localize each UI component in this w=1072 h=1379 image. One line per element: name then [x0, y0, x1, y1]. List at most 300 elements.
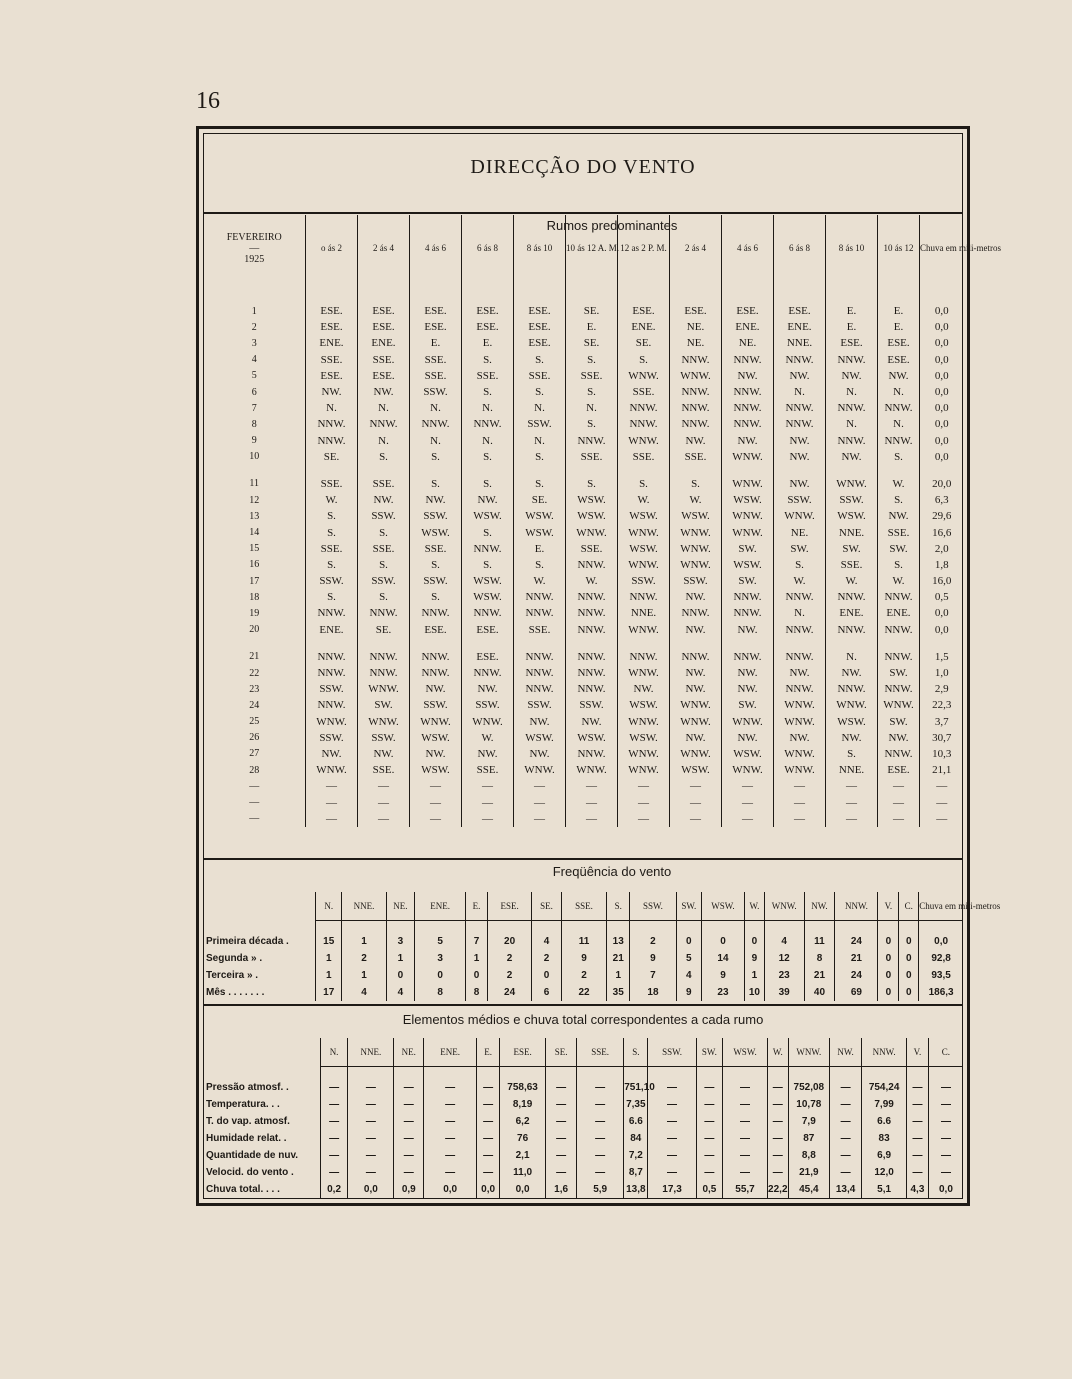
direction-cell: NE. [722, 335, 774, 351]
direction-cell: S. [306, 508, 358, 524]
direction-cell: ESE. [358, 368, 410, 384]
direction-cell: WNW. [514, 762, 566, 778]
table-row [204, 508, 964, 524]
spacer-cell [342, 921, 386, 934]
day-cell: 4 [251, 354, 257, 366]
row-label: Humidade relat. . [206, 1133, 287, 1144]
direction-cell: ESE. [722, 303, 774, 319]
direction-cell: NNW. [358, 665, 410, 681]
direction-cell: S. [878, 492, 920, 508]
direction-cell: NW. [462, 681, 514, 697]
table-row [204, 589, 964, 605]
direction-cell: SW. [878, 665, 920, 681]
direction-cell: SSW. [462, 697, 514, 713]
direction-cell: N. [306, 400, 358, 416]
direction-cell: ESE. [462, 303, 514, 319]
direction-cell: NNW. [410, 665, 462, 681]
direction-header: V. [878, 892, 899, 921]
direction-cell: SSE. [878, 524, 920, 540]
direction-cell: WNW. [566, 762, 618, 778]
direction-cell: SSW. [566, 697, 618, 713]
section-rule-1 [203, 858, 963, 860]
period-header: 12 as 2 P. M. [618, 215, 670, 281]
value-cell: 22,2 [767, 1181, 788, 1198]
value-cell: 4,3 [907, 1181, 929, 1198]
value-cell: 5 [676, 950, 701, 967]
table-row [203, 1130, 963, 1147]
spacer-row [204, 465, 964, 476]
direction-cell: ENE. [306, 335, 358, 351]
value-cell: 21,9 [788, 1164, 829, 1181]
value-cell: — [928, 1130, 963, 1147]
value-cell: — [767, 1113, 788, 1130]
spacer-cell [630, 921, 676, 934]
direction-cell: NW. [670, 433, 722, 449]
value-cell: 751,10 [624, 1079, 648, 1096]
value-cell: 0 [878, 950, 899, 967]
direction-cell: NNW. [462, 665, 514, 681]
value-cell: — [577, 1113, 624, 1130]
value-cell: 1 [744, 967, 764, 984]
direction-cell: ESE. [358, 319, 410, 335]
value-cell: 1 [342, 967, 386, 984]
direction-cell: WSW. [722, 746, 774, 762]
value-cell: 13 [607, 933, 630, 950]
direction-cell: NNW. [566, 649, 618, 665]
day-cell: 18 [249, 591, 260, 603]
rain-cell: 2,0 [920, 541, 964, 557]
rain-cell: 6,3 [920, 492, 964, 508]
direction-cell: WSW. [514, 524, 566, 540]
year-label: 1925 [244, 253, 265, 265]
direction-cell: WNW. [670, 557, 722, 573]
direction-cell: NW. [358, 384, 410, 400]
day-cell: 23 [249, 683, 260, 695]
direction-cell: S. [774, 557, 826, 573]
spacer-cell [862, 1067, 907, 1080]
spacer-cell [306, 281, 358, 292]
value-cell: 2 [342, 950, 386, 967]
direction-cell: — [410, 794, 462, 810]
value-cell: 1 [316, 950, 342, 967]
direction-cell: E. [462, 335, 514, 351]
direction-cell: SSE. [306, 476, 358, 492]
period-header: 10 ás 12 A. M. [566, 215, 618, 281]
spacer-cell [826, 292, 878, 303]
day-cell: 14 [249, 527, 260, 539]
direction-cell: NNW. [670, 352, 722, 368]
direction-cell: — [670, 794, 722, 810]
direction-cell: — [774, 794, 826, 810]
value-cell: — [577, 1130, 624, 1147]
rain-cell: 0,0 [920, 352, 964, 368]
direction-cell: S. [826, 746, 878, 762]
direction-cell: NNW. [774, 649, 826, 665]
value-cell: — [767, 1079, 788, 1096]
value-cell: 12,0 [862, 1164, 907, 1181]
direction-cell: SSE. [670, 449, 722, 465]
direction-cell: NNW. [306, 697, 358, 713]
value-cell: — [424, 1147, 477, 1164]
value-cell: 1 [342, 933, 386, 950]
direction-cell: NW. [358, 746, 410, 762]
direction-cell: SSW. [826, 492, 878, 508]
rain-cell: 0,0 [920, 400, 964, 416]
value-cell: 2 [630, 933, 676, 950]
value-cell: — [477, 1164, 500, 1181]
spacer-cell [744, 921, 764, 934]
spacer-cell [203, 1067, 320, 1080]
rain-cell: 29,6 [920, 508, 964, 524]
direction-cell: NNW. [722, 384, 774, 400]
direction-cell: S. [306, 557, 358, 573]
value-cell: — [394, 1079, 424, 1096]
direction-cell: WNW. [670, 524, 722, 540]
page-title: DIRECÇÃO DO VENTO [470, 156, 696, 178]
value-cell: 0 [878, 967, 899, 984]
direction-header: NW. [804, 892, 835, 921]
direction-cell: S. [462, 524, 514, 540]
direction-cell: — [514, 794, 566, 810]
spacer-cell [670, 465, 722, 476]
direction-cell: NNW. [722, 400, 774, 416]
table-row [204, 811, 964, 827]
direction-cell: WSW. [618, 508, 670, 524]
spacer-cell [415, 921, 466, 934]
value-cell: 3 [415, 950, 466, 967]
spacer-cell [477, 1067, 500, 1080]
direction-cell: NW. [826, 730, 878, 746]
direction-cell: SSW. [306, 681, 358, 697]
direction-cell: ESE. [670, 303, 722, 319]
direction-cell: — [462, 778, 514, 794]
direction-cell: W. [774, 573, 826, 589]
direction-cell: SSW. [514, 697, 566, 713]
direction-cell: NNW. [514, 649, 566, 665]
direction-cell: ESE. [306, 368, 358, 384]
direction-cell: NNW. [826, 681, 878, 697]
table-row [204, 762, 964, 778]
table-row [203, 1164, 963, 1181]
direction-cell: SSE. [514, 368, 566, 384]
direction-cell: S. [462, 384, 514, 400]
direction-cell: — [618, 794, 670, 810]
direction-cell: N. [774, 384, 826, 400]
value-cell: — [394, 1113, 424, 1130]
spacer-cell [920, 638, 964, 649]
value-cell: 12 [764, 950, 804, 967]
value-cell: 9 [744, 950, 764, 967]
direction-cell: SSW. [410, 508, 462, 524]
day-cell: — [249, 813, 260, 825]
value-cell: 9 [630, 950, 676, 967]
value-cell: — [907, 1113, 929, 1130]
direction-cell: WSW. [618, 541, 670, 557]
day-cell: 28 [249, 764, 260, 776]
spacer-cell [465, 921, 487, 934]
value-cell: — [477, 1079, 500, 1096]
value-cell: 5,9 [577, 1181, 624, 1198]
direction-cell: NNW. [306, 416, 358, 432]
direction-cell: WSW. [410, 730, 462, 746]
direction-cell: ESE. [410, 319, 462, 335]
rain-cell: 20,0 [920, 476, 964, 492]
value-cell: — [648, 1147, 696, 1164]
direction-cell: NNW. [462, 605, 514, 621]
direction-cell: W. [618, 492, 670, 508]
rain-cell: 3,7 [920, 714, 964, 730]
value-cell: — [928, 1113, 963, 1130]
direction-cell: WSW. [462, 508, 514, 524]
value-cell: — [477, 1096, 500, 1113]
direction-cell: NW. [670, 665, 722, 681]
value-cell: 10,78 [788, 1096, 829, 1113]
value-cell: — [424, 1113, 477, 1130]
value-cell: — [320, 1113, 348, 1130]
direction-header: SSW. [630, 892, 676, 921]
period-header: 4 ás 6 [722, 215, 774, 281]
value-cell: 1 [465, 950, 487, 967]
direction-cell: WSW. [566, 730, 618, 746]
rain-cell: 1,0 [920, 665, 964, 681]
value-cell: 6,9 [862, 1147, 907, 1164]
spacer-cell [462, 465, 514, 476]
direction-header: NW. [830, 1038, 862, 1067]
spacer-cell [919, 921, 963, 934]
value-cell: — [830, 1113, 862, 1130]
direction-cell: E. [410, 335, 462, 351]
direction-cell: NNW. [878, 681, 920, 697]
value-cell: — [348, 1096, 394, 1113]
spacer-cell [500, 1067, 546, 1080]
direction-cell: WNW. [722, 476, 774, 492]
day-cell: 25 [249, 716, 260, 728]
direction-cell: WSW. [514, 508, 566, 524]
value-cell: — [696, 1079, 722, 1096]
direction-cell: ESE. [306, 319, 358, 335]
direction-cell: S. [358, 449, 410, 465]
rain-cell: 0,0 [920, 449, 964, 465]
direction-cell: ESE. [878, 352, 920, 368]
spacer-cell [488, 921, 532, 934]
day-cell: 10 [249, 451, 260, 463]
direction-cell: SSE. [618, 384, 670, 400]
direction-cell: — [566, 811, 618, 827]
direction-cell: NNW. [826, 400, 878, 416]
direction-header: WNW. [764, 892, 804, 921]
title-rule [203, 212, 963, 214]
direction-cell: — [358, 811, 410, 827]
direction-cell: NNE. [826, 762, 878, 778]
direction-cell: NW. [722, 730, 774, 746]
direction-header: WNW. [788, 1038, 829, 1067]
table-row [204, 557, 964, 573]
rain-cell: 0,0 [920, 622, 964, 638]
spacer-cell [358, 281, 410, 292]
direction-cell: SSE. [566, 449, 618, 465]
direction-cell: S. [566, 476, 618, 492]
value-cell: 7,35 [624, 1096, 648, 1113]
direction-cell: NE. [774, 524, 826, 540]
value-cell: — [320, 1096, 348, 1113]
direction-cell: NW. [722, 681, 774, 697]
section-rule-2 [203, 1004, 963, 1006]
row-label: Mês . . . . . . . [206, 987, 265, 998]
value-cell: 0 [878, 984, 899, 1001]
direction-cell: NW. [722, 665, 774, 681]
row-label: Temperatura. . . [206, 1099, 280, 1110]
direction-cell: WNW. [826, 697, 878, 713]
direction-cell: NNW. [306, 649, 358, 665]
direction-cell: SE. [566, 303, 618, 319]
direction-header: N. [320, 1038, 348, 1067]
direction-cell: NNW. [722, 352, 774, 368]
direction-cell: NNW. [566, 665, 618, 681]
table-row [204, 541, 964, 557]
value-cell: 3 [386, 933, 415, 950]
direction-cell: ESE. [826, 335, 878, 351]
value-cell: 21 [804, 967, 835, 984]
value-cell: — [320, 1164, 348, 1181]
direction-cell: N. [358, 433, 410, 449]
frequency-title: Freqüência do vento [552, 864, 672, 879]
day-cell: 20 [249, 624, 260, 636]
value-cell: — [424, 1130, 477, 1147]
direction-cell: WNW. [618, 622, 670, 638]
direction-cell: SW. [722, 573, 774, 589]
spacer-cell [607, 921, 630, 934]
direction-header: W. [744, 892, 764, 921]
direction-cell: NNW. [566, 589, 618, 605]
direction-cell: WNW. [774, 762, 826, 778]
direction-header: SSE. [577, 1038, 624, 1067]
direction-header: WSW. [723, 1038, 768, 1067]
direction-header: ENE. [424, 1038, 477, 1067]
spacer-cell [410, 292, 462, 303]
direction-cell: S. [566, 416, 618, 432]
direction-cell: WNW. [826, 476, 878, 492]
value-cell: — [546, 1096, 577, 1113]
value-cell: 24 [835, 933, 878, 950]
direction-cell: — [722, 794, 774, 810]
spacer-cell [878, 638, 920, 649]
row-label: T. do vap. atmosf. [206, 1116, 290, 1127]
spacer-cell [774, 465, 826, 476]
value-cell: — [648, 1164, 696, 1181]
direction-header: S. [624, 1038, 648, 1067]
spacer-cell [462, 292, 514, 303]
spacer-cell [701, 921, 744, 934]
direction-cell: NE. [670, 319, 722, 335]
direction-cell: NNW. [306, 605, 358, 621]
value-cell: — [696, 1096, 722, 1113]
direction-cell: NW. [462, 746, 514, 762]
spacer-cell [696, 1067, 722, 1080]
direction-cell: NW. [774, 449, 826, 465]
direction-cell: E. [878, 303, 920, 319]
value-cell: — [546, 1164, 577, 1181]
table-row [204, 681, 964, 697]
page-number: 16 [196, 88, 220, 114]
direction-cell: N. [358, 400, 410, 416]
period-header: 6 ás 8 [462, 215, 514, 281]
value-cell: 14 [701, 950, 744, 967]
value-cell: 7 [465, 933, 487, 950]
direction-cell: S. [358, 524, 410, 540]
spacer-cell [410, 465, 462, 476]
direction-cell: S. [566, 384, 618, 400]
value-cell: — [696, 1130, 722, 1147]
value-cell: 8,8 [788, 1147, 829, 1164]
value-cell: 18 [630, 984, 676, 1001]
period-header: 4 ás 6 [410, 215, 462, 281]
direction-cell: ESE. [358, 303, 410, 319]
direction-cell: SSE. [358, 352, 410, 368]
direction-cell: W. [826, 573, 878, 589]
direction-cell: ESE. [410, 303, 462, 319]
direction-cell: S. [410, 449, 462, 465]
value-cell: — [577, 1147, 624, 1164]
direction-cell: SW. [826, 541, 878, 557]
direction-cell: NW. [774, 368, 826, 384]
direction-cell: SW. [722, 541, 774, 557]
rain-cell: 30,7 [920, 730, 964, 746]
direction-cell: ESE. [462, 649, 514, 665]
spacer-cell [920, 292, 964, 303]
direction-cell: ESE. [410, 622, 462, 638]
direction-cell: WNW. [670, 541, 722, 557]
direction-cell: WNW. [410, 714, 462, 730]
spacer-cell [878, 292, 920, 303]
value-cell: — [723, 1113, 768, 1130]
direction-cell: NNW. [618, 400, 670, 416]
direction-cell: WSW. [462, 589, 514, 605]
direction-cell: NNW. [566, 746, 618, 762]
spacer-cell [566, 638, 618, 649]
direction-cell: NNW. [774, 622, 826, 638]
spacer-cell [204, 638, 306, 649]
direction-cell: NNE. [774, 335, 826, 351]
value-cell: 84 [624, 1130, 648, 1147]
value-cell: — [723, 1164, 768, 1181]
direction-cell: WNW. [618, 524, 670, 540]
spacer-cell [204, 465, 306, 476]
direction-header: V. [907, 1038, 929, 1067]
spacer-cell [348, 1067, 394, 1080]
spacer-row [204, 281, 964, 292]
direction-cell: NNW. [670, 416, 722, 432]
day-cell: 26 [249, 732, 260, 744]
direction-cell: N. [566, 400, 618, 416]
direction-cell: S. [462, 476, 514, 492]
direction-cell: NNW. [670, 605, 722, 621]
direction-cell: — [410, 778, 462, 794]
period-header: o ás 2 [306, 215, 358, 281]
direction-cell: — [722, 811, 774, 827]
value-cell: 7,99 [862, 1096, 907, 1113]
direction-cell: SSE. [358, 541, 410, 557]
direction-header: ENE. [415, 892, 466, 921]
table-row [204, 352, 964, 368]
value-cell: — [546, 1147, 577, 1164]
direction-cell: ESE. [878, 762, 920, 778]
value-cell: — [723, 1096, 768, 1113]
value-cell: 0,0 [500, 1181, 546, 1198]
rain-cell: 0,0 [920, 319, 964, 335]
value-cell: 0 [532, 967, 562, 984]
value-cell: 21 [607, 950, 630, 967]
direction-cell: WNW. [462, 714, 514, 730]
